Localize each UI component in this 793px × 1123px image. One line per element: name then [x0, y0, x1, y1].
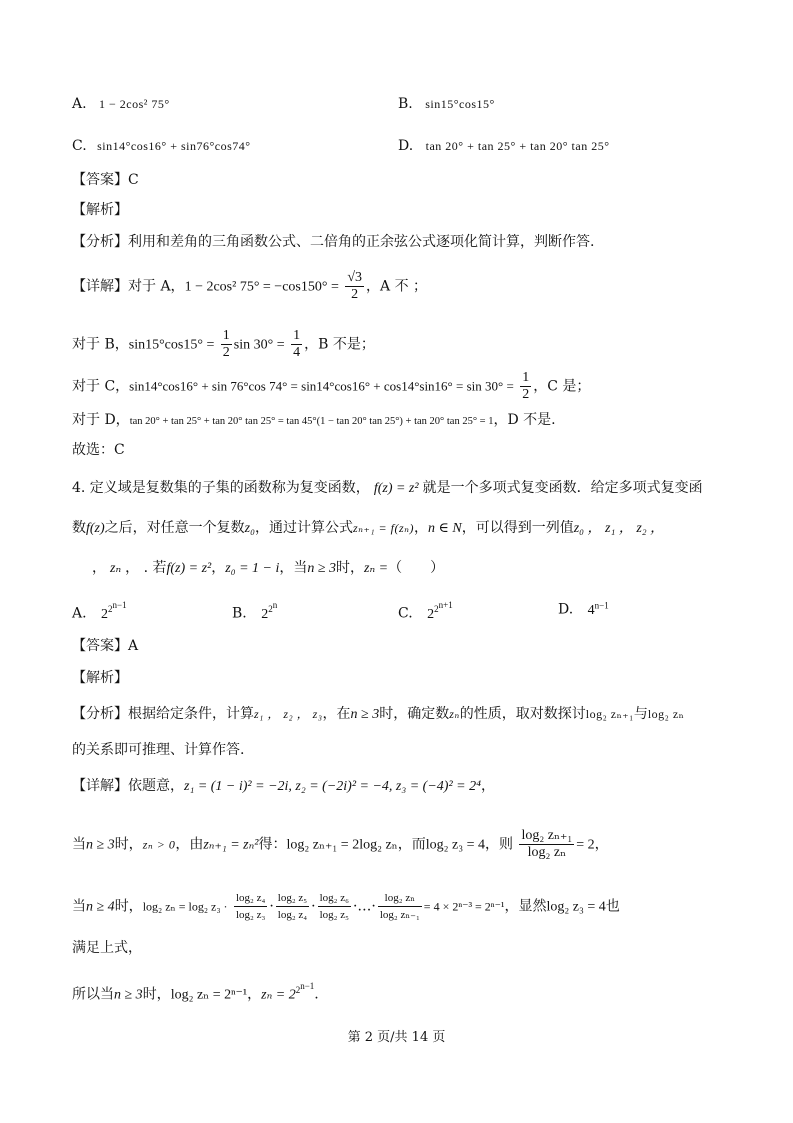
q4-option-c-expr: $2^{2^{n+1}}$: [427, 600, 453, 622]
q3-detail-b: [72, 328, 375, 361]
q4-detail1-expr: z₁ = (1 − i)² = −2i, z₂ = (−2i)² = −4, z₃ = (−4)² = 2⁴: [184, 779, 481, 794]
q4-stem2-b: 之后，对任意一个复数: [104, 520, 245, 536]
q4-detail3-frac1: [234, 890, 267, 923]
q4-detail2-g: = 2: [576, 837, 595, 853]
q4-fenxi-log2: log₂ zₙ: [647, 707, 685, 721]
q3-detail-b-frac1: [221, 328, 232, 361]
frac-den: log₂ z₄: [277, 909, 308, 921]
q4-option-d: [558, 600, 609, 619]
q4-detail2-rec: zₙ₊₁ = zₙ²: [203, 837, 259, 853]
q4-detail3-log3: log₂ z₃ = 4: [546, 899, 606, 915]
q4-stem1-a: 4. 定义域是复数集的子集的函数称为复变函数，: [72, 480, 370, 496]
q3-fenxi: 【分析】利用和差角的三角函数公式、二倍角的正余弦公式逐项化简计算，判断作答.: [72, 234, 595, 250]
q4-stem2-a: 数: [72, 520, 86, 536]
q4-stem3-b: ， . 若: [125, 560, 167, 576]
q3-detail-c-expr: sin14°cos16° + sin 76°cos 74° = sin14°cos16° + cos14°sin16° = sin 30° =: [129, 378, 514, 394]
q3-detail-c-prefix: 对于 C，: [72, 378, 130, 395]
q3-choice: 故选：C: [72, 442, 125, 458]
q4-stem2-e: ，可以得到一列值: [461, 520, 574, 536]
q4-detail2-h: ，: [594, 836, 609, 853]
q4-fenxi-zn: zₙ: [449, 707, 460, 721]
q4-detail5-cond: n ≥ 3: [114, 987, 143, 1003]
q3-detail-d-suffix: ，D 不是.: [493, 412, 556, 428]
q4-fenxi-a: 【分析】根据给定条件，计算: [72, 706, 254, 722]
q4-fenxi-c: 时，确定数: [379, 706, 450, 722]
q3-detail-d: [72, 410, 556, 432]
option-d-label: D.: [398, 138, 414, 154]
q4-stem2-z0: z₀: [244, 521, 255, 536]
q4-stem2-d: ，: [414, 520, 428, 536]
q4-detail1-suffix: ，: [480, 778, 495, 794]
q4-detail3-a: 当: [72, 898, 86, 915]
q4-fenxi-b: ，在: [322, 706, 351, 722]
q4-stem-line3: [92, 558, 444, 579]
option-b-expr: sin15°cos15°: [425, 97, 495, 111]
q3-detail-b-expr: sin15°cos15° =: [128, 337, 215, 353]
q3-detail-a-frac: [345, 270, 364, 303]
q4-detail-4: 满足上式，: [72, 940, 142, 956]
q4-detail2-cond: n ≥ 3: [86, 837, 115, 853]
q4-stem2-f: f(z): [86, 521, 105, 536]
q4-stem3-a: ，: [92, 560, 106, 576]
q4-option-b: [232, 600, 277, 623]
q4-option-b-expr: $2^{2^n}$: [261, 600, 278, 622]
q3-detail-d-prefix: 对于 D，: [72, 412, 130, 428]
q4-detail3-frac3: [318, 890, 351, 923]
q4-detail-3: 当n ≥ 4时，log₂ zₙ = log₂ z₃ · $\frac{\text{log₂ z₄}}{\text{log₂ z₃}}$ · $\frac{\text{log₂ z₅}}{\text{log₂ z₄}}$ · $\frac{\text{log₂ z₆}}{\text{log₂ z₅}}$ ·…· $\frac{\text{log₂ zₙ}}{\text{log₂ zₙ₋₁}}$ = 4 × 2ⁿ⁻³ = 2ⁿ⁻¹，显然log₂ z₃ = 4也: [72, 892, 620, 921]
q4-option-a: [72, 600, 127, 623]
option-c-expr: sin14°cos16° + sin76°cos74°: [97, 139, 251, 153]
frac-num: 1: [293, 328, 301, 343]
frac-den: 2: [522, 387, 530, 402]
q3-detail-a: [72, 270, 427, 303]
q4-stem1-expr: f(z) = z²: [373, 481, 419, 496]
q3-detail-d-expr: tan 20° + tan 25° + tan 20° tan 25° = tan 45°(1 − tan 20° tan 25°) + tan 20° tan 25° = 1: [129, 416, 494, 427]
q4-detail2-d: 得：: [258, 836, 287, 853]
q4-option-d-expr: $4^{n-1}$: [587, 600, 609, 618]
q4-detail3-b: 时，: [114, 898, 143, 915]
option-c: [72, 138, 251, 154]
q4-detail3-frac2: [276, 890, 309, 923]
q4-detail5-d: .: [314, 986, 319, 1003]
q4-stem-line1: [72, 478, 703, 499]
q4-stem2-n: n ∈ N: [428, 521, 462, 536]
q4-detail-5: [72, 976, 319, 1006]
option-b-label: B.: [398, 96, 413, 112]
q4-option-a-label: A.: [72, 605, 87, 622]
q4-detail2-e: ，而: [397, 836, 426, 853]
q4-fenxi-d: 的性质，取对数探讨: [459, 706, 586, 722]
q3-detail-b-prefix: 对于 B，: [72, 336, 129, 353]
q4-stem3-zn: zₙ: [110, 561, 122, 576]
q4-fenxi-z: z₁ ， z₂ ， z₃: [254, 707, 323, 721]
q4-fenxi-log1: log₂ zₙ₊₁: [585, 707, 634, 721]
q4-detail2-log: log₂ zₙ₊₁ = 2log₂ zₙ: [286, 837, 398, 853]
q3-detail-c: [72, 370, 590, 403]
q4-stem-line2: [72, 518, 664, 539]
q4-stem3-cond: n ≥ 3: [307, 561, 337, 576]
q4-analysis-head: 【解析】: [72, 670, 128, 686]
q4-detail3-d: 也: [605, 898, 620, 915]
q4-stem3-c: ，: [211, 560, 226, 576]
frac-num: 1: [222, 328, 230, 343]
option-d: [398, 138, 610, 154]
q4-stem3-z0: z₀ = 1 − i: [225, 561, 280, 576]
q3-detail-c-frac: [520, 370, 531, 403]
q4-detail2-log3: log₂ z₃ = 4: [425, 837, 485, 853]
frac-den: 2: [222, 345, 230, 360]
q4-fenxi-line2: 的关系即可推理、计算作答.: [72, 742, 245, 758]
q4-detail3-rhs: = 4 × 2ⁿ⁻³ = 2ⁿ⁻¹: [423, 899, 505, 914]
q4-stem2-c: ，通过计算公式: [255, 520, 353, 536]
option-a-expr: 1 − 2cos² 75°: [99, 97, 170, 111]
frac-num: log₂ z₆: [318, 890, 351, 907]
option-b: [398, 96, 495, 112]
q4-detail3-dots: ·…·: [352, 898, 376, 915]
q4-option-c-label: C.: [398, 605, 413, 622]
q4-detail1-prefix: 【详解】依题意，: [72, 778, 184, 794]
q3-detail-b-suffix: ，B 不是；: [304, 336, 375, 353]
frac-num: log₂ z₅: [276, 890, 309, 907]
q4-answer: 【答案】A: [72, 638, 139, 654]
q4-fenxi-e: 与: [633, 706, 648, 722]
q4-stem3-e: 时，: [336, 560, 365, 576]
q4-detail2-f: ，则: [485, 836, 513, 853]
q4-detail2-c: ，由: [175, 836, 204, 853]
q4-detail5-b: 时，: [142, 986, 171, 1003]
q4-option-c: [398, 600, 453, 623]
q3-analysis-head: 【解析】: [72, 202, 128, 218]
frac-den: log₂ z₃: [235, 909, 266, 921]
frac-den: log₂ z₅: [319, 909, 349, 921]
q4-stem3-zn2: zₙ =: [364, 561, 389, 576]
option-a: [72, 96, 170, 112]
q4-stem2-seq: z₀ ， z₁ ， z₂ ，: [573, 521, 665, 536]
q4-detail3-frac4: [378, 890, 422, 923]
q3-detail-b-mid: sin 30° =: [233, 337, 285, 353]
frac-den: 4: [293, 345, 301, 360]
q3-detail-c-suffix: ，C 是；: [533, 378, 591, 395]
frac-num: log₂ z₄: [234, 890, 267, 907]
frac-den: 2: [351, 287, 359, 302]
frac-den: log₂ zₙ: [527, 845, 567, 860]
q4-detail5-a: 所以当: [72, 986, 114, 1003]
frac-num: log₂ zₙ₊₁: [521, 828, 573, 843]
frac-num: log₂ zₙ: [378, 890, 422, 907]
q4-detail5-zn: zₙ = 2: [261, 987, 296, 1003]
q4-stem3-f: f(z) = z²: [166, 561, 212, 576]
q4-detail5-c: ，: [247, 986, 262, 1003]
q3-detail-b-frac2: [291, 328, 302, 361]
frac-num: 1: [522, 370, 530, 385]
q4-stem1-b: 就是一个多项式复变函数．给定多项式复变函: [422, 480, 703, 496]
q4-stem3-paren: （ ）: [388, 560, 445, 576]
q4-detail3-lhs: log₂ zₙ = log₂ z₃ ·: [142, 899, 228, 914]
q4-detail3-c: ，显然: [504, 898, 547, 915]
q4-detail2-frac: [519, 828, 574, 861]
frac-num: √3: [347, 270, 363, 285]
q4-detail2-b: 时，: [114, 836, 143, 853]
q4-fenxi-line1: [72, 704, 684, 725]
q3-answer: 【答案】C: [72, 172, 139, 188]
q4-detail3-cond: n ≥ 4: [86, 899, 115, 915]
q4-fenxi-cond: n ≥ 3: [350, 707, 380, 722]
option-d-expr: tan 20° + tan 25° + tan 20° tan 25°: [425, 139, 610, 153]
q4-detail-2: [72, 828, 609, 861]
q4-detail2-a: 当: [72, 836, 86, 853]
q4-detail5-exp: 2n−1: [295, 981, 315, 995]
q4-option-d-label: D.: [558, 601, 574, 618]
q4-option-b-label: B.: [232, 605, 247, 622]
option-c-label: C.: [72, 138, 87, 154]
q3-detail-a-expr: 1 − 2cos² 75° = −cos150° =: [184, 279, 339, 295]
page-footer: 第 2 页/共 14 页: [347, 1030, 446, 1045]
q3-detail-a-prefix: 【详解】对于 A，: [72, 278, 185, 295]
q4-option-a-expr: $2^{2^{n-1}}$: [101, 600, 127, 622]
q3-detail-a-suffix: ，A 不 ；: [366, 278, 428, 295]
q4-detail5-log: log₂ zₙ = 2ⁿ⁻¹: [170, 987, 248, 1003]
q4-stem3-d: ，当: [279, 560, 308, 576]
q4-stem2-formula: zₙ₊₁ = f(zₙ): [353, 521, 414, 535]
q4-detail-1: [72, 776, 495, 797]
q4-detail2-pos: zₙ > 0: [142, 837, 176, 852]
frac-den: log₂ zₙ₋₁: [379, 909, 420, 921]
option-a-label: A.: [72, 96, 87, 112]
